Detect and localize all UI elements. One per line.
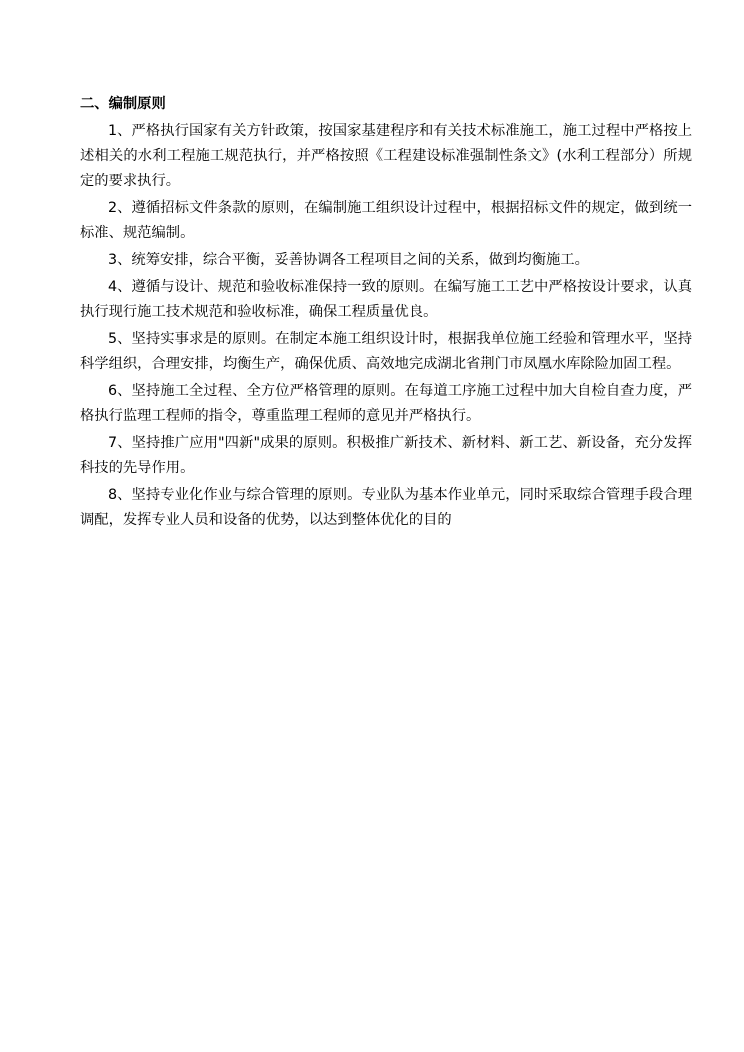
paragraph-3: 3、统筹安排，综合平衡，妥善协调各工程项目之间的关系，做到均衡施工。 xyxy=(108,252,589,268)
paragraph-4: 4、遵循与设计、规范和验收标准保持一致的原则。在编写施工工艺中严格按设计要求，认真执行现行施工技术规范和验收标准，确保工程质量优良。 xyxy=(80,279,692,320)
paragraph-8: 8、坚持专业化作业与综合管理的原则。专业队为基本作业单元，同时采取综合管理手段合理调配，发挥专业人员和设备的优势，以达到整体优化的目的 xyxy=(80,487,692,528)
paragraph-5: 5、坚持实事求是的原则。在制定本施工组织设计时，根据我单位施工经验和管理水平，坚持科学组织，合理安排，均衡生产，确保优质、高效地完成湖北省荆门市凤凰水库除险加固工程。 xyxy=(80,331,692,372)
paragraph-6: 6、坚持施工全过程、全方位严格管理的原则。在每道工序施工过程中加大自检自查力度，严格执行监理工程师的指令，尊重监理工程师的意见并严格执行。 xyxy=(80,383,692,424)
paragraph-2: 2、遵循招标文件条款的原则，在编制施工组织设计过程中，根据招标文件的规定，做到统一标准、规范编制。 xyxy=(80,200,692,241)
document-body xyxy=(80,92,692,535)
paragraph-1: 1、严格执行国家有关方针政策，按国家基建程序和有关技术标准施工，施工过程中严格按上述相关的水利工程施工规范执行，并严格按照《工程建设标准强制性条文》(水利工程部分）所规定的要求执行。 xyxy=(80,123,692,189)
section-heading: 二、编制原则 xyxy=(80,96,166,112)
paragraph-7: 7、坚持推广应用"四新"成果的原则。积极推广新技术、新材料、新工艺、新设备，充分发挥科技的先导作用。 xyxy=(80,435,692,476)
